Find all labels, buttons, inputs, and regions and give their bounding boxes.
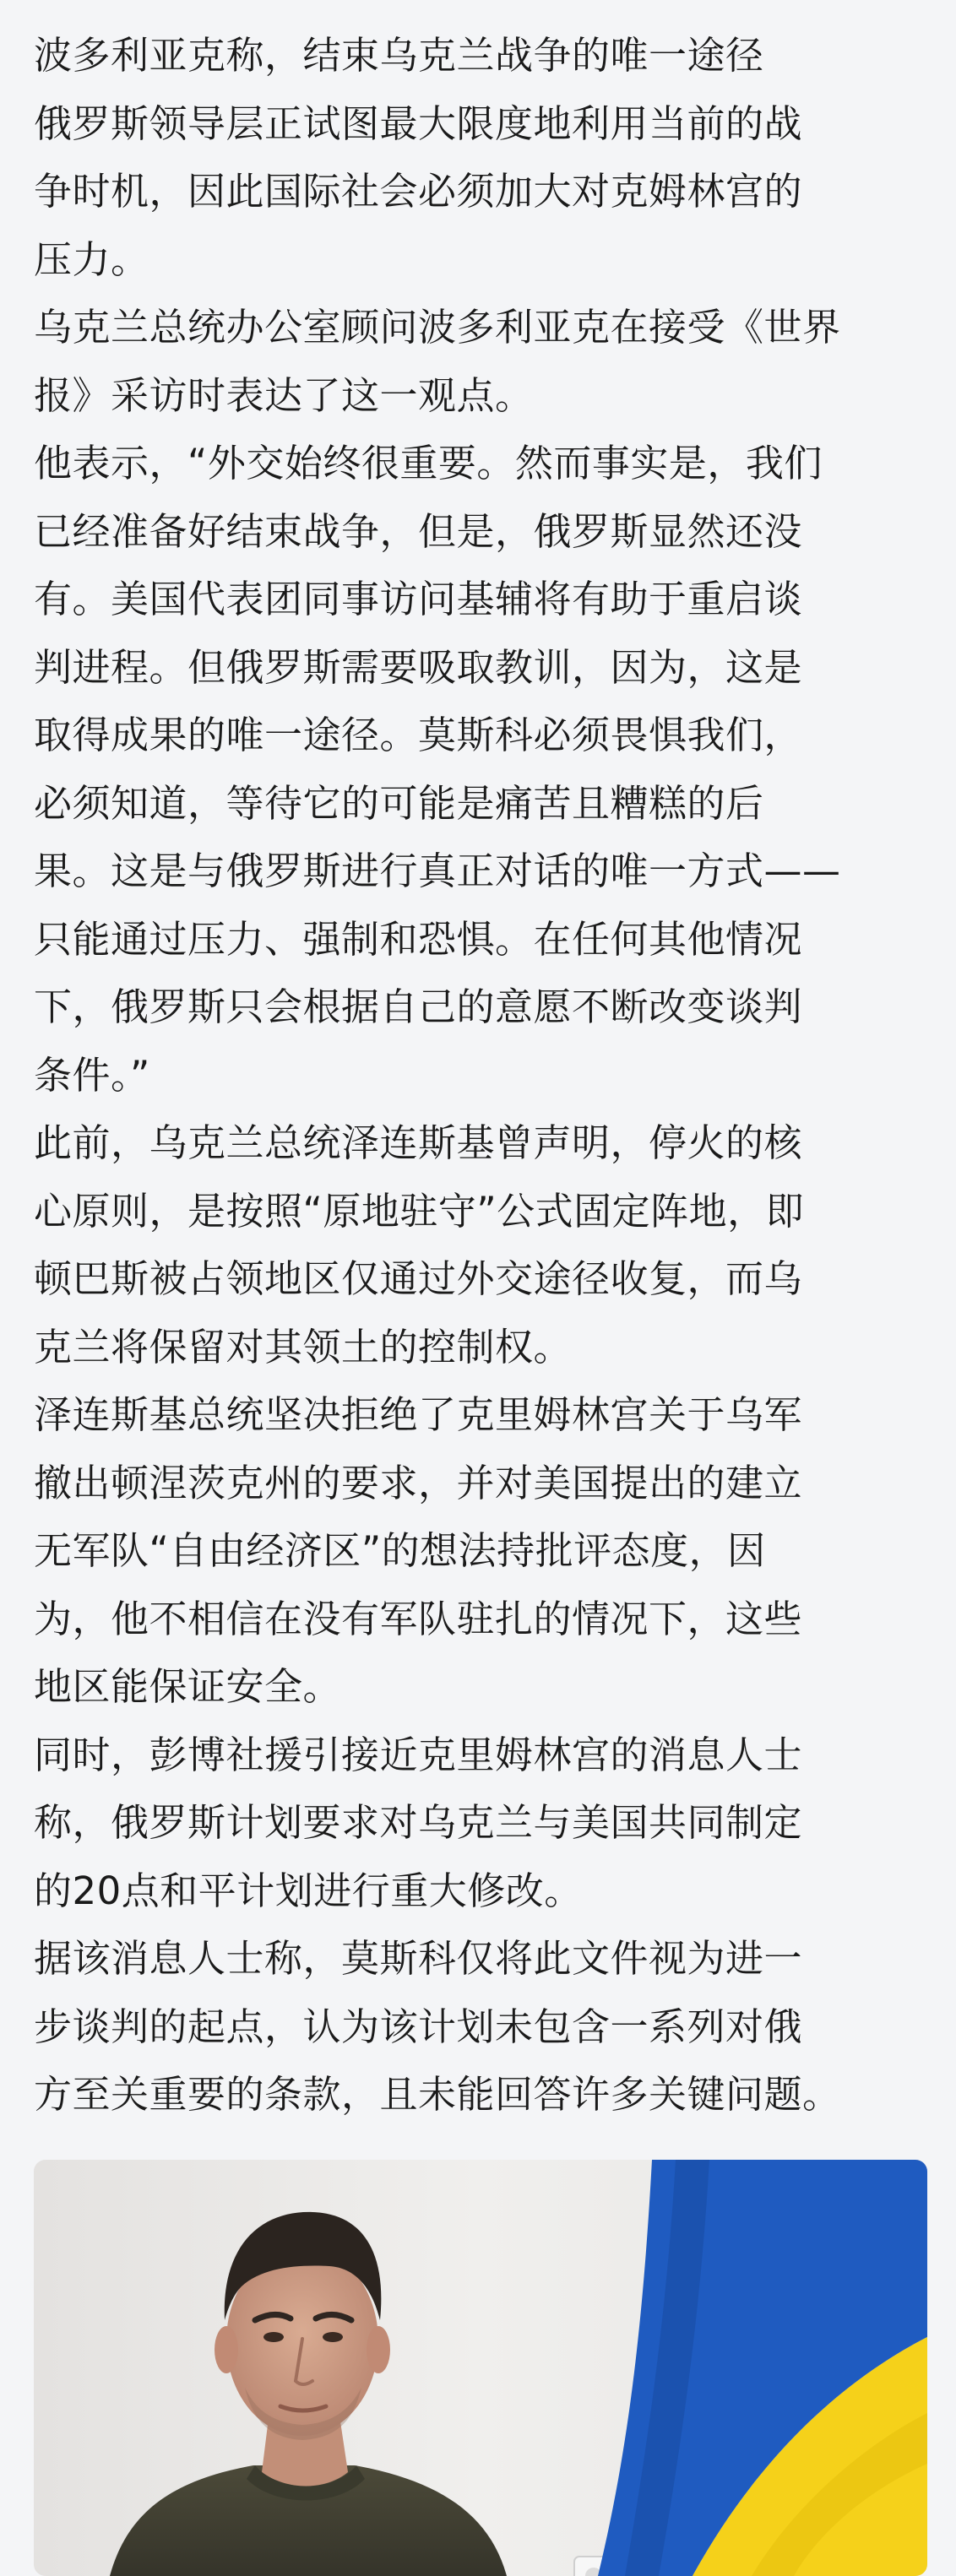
article-line: 压力。 xyxy=(34,236,149,282)
article-line: 称，俄罗斯计划要求对乌克兰与美国共同制定 xyxy=(34,1800,803,1845)
article-line: 争时机，因此国际社会必须加大对克姆林宫的 xyxy=(34,169,803,214)
article-line: 下，俄罗斯只会根据自己的意愿不断改变谈判 xyxy=(34,984,803,1029)
article-line: 取得成果的唯一途径。莫斯科必须畏惧我们， xyxy=(34,713,803,757)
article-line: 心原则，是按照“原地驻守”公式固定阵地，即 xyxy=(34,1188,805,1234)
article-line: 为，他不相信在没有军队驻扎的情况下，这些 xyxy=(34,1596,803,1641)
article-line: 报》采访时表达了这一观点。 xyxy=(34,372,534,418)
article-line: 果。这是与俄罗斯进行真正对话的唯一方式—— xyxy=(34,849,841,893)
article-line: 条件。” xyxy=(34,1052,150,1098)
article-line: 步谈判的起点，认为该计划未包含一系列对俄 xyxy=(34,2004,803,2049)
article-line: 顿巴斯被占领地区仅通过外交途径收复，而乌 xyxy=(34,1256,803,1301)
article-line: 必须知道，等待它的可能是痛苦且糟糕的后 xyxy=(34,780,764,826)
article-line: 撤出顿涅茨克州的要求，并对美国提出的建立 xyxy=(34,1460,803,1505)
article-line: 地区能保证安全。 xyxy=(34,1664,342,1709)
article-line: 他表示，“外交始终很重要。然而事实是，我们 xyxy=(34,441,823,485)
article-line: 克兰将保留对其领土的控制权。 xyxy=(34,1324,573,1369)
article-line: 的20点和平计划进行重大修改。 xyxy=(34,1868,583,1913)
article-line: 据该消息人士称，莫斯科仅将此文件视为进一 xyxy=(34,1936,803,1981)
article-line: 波多利亚克称，结束乌克兰战争的唯一途径 xyxy=(34,33,764,78)
article-line: 无军队“自由经济区”的想法持批评态度，因 xyxy=(34,1528,766,1573)
article-line: 有。美国代表团同事访问基辅将有助于重启谈 xyxy=(34,577,803,621)
article-line: 俄罗斯领导层正试图最大限度地利用当前的战 xyxy=(34,100,803,146)
photo-illustration xyxy=(34,2160,927,2576)
article-photo[interactable] xyxy=(34,2160,927,2576)
article-line: 判进程。但俄罗斯需要吸取教训，因为，这是 xyxy=(34,644,803,690)
article-line: 乌克兰总统办公室顾问波多利亚克在接受《世界 xyxy=(34,305,841,350)
article-line: 已经准备好结束战争，但是，俄罗斯显然还没 xyxy=(34,508,803,554)
article-line: 同时，彭博社援引接近克里姆林宫的消息人士 xyxy=(34,1732,803,1777)
article-line: 只能通过压力、强制和恐惧。在任何其他情况 xyxy=(34,916,803,962)
article-line: 此前，乌克兰总统泽连斯基曾声明，停火的核 xyxy=(34,1120,803,1165)
article-body xyxy=(34,22,926,2129)
article-line: 泽连斯基总统坚决拒绝了克里姆林宫关于乌军 xyxy=(34,1392,803,1437)
article-line: 方至关重要的条款，且未能回答许多关键问题。 xyxy=(34,2072,841,2117)
